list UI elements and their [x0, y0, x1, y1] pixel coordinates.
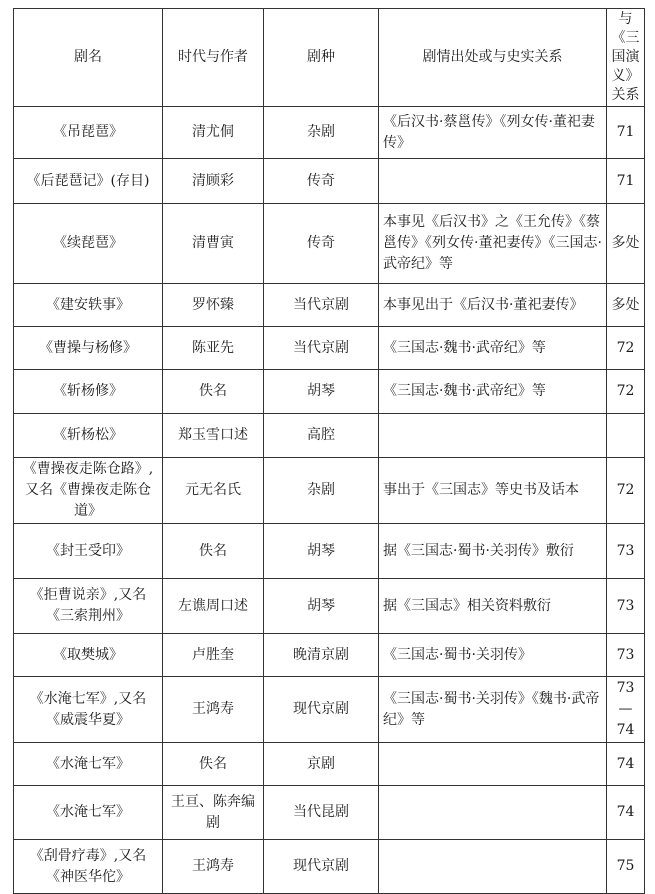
cell-plot-source: 《三国志·蜀书·关羽传》《魏书·武帝纪》等 — [379, 677, 607, 743]
cell-era-author: 郑玉雪口述 — [163, 414, 264, 458]
cell-title: 《吊琵琶》 — [14, 107, 163, 159]
table-row — [14, 786, 645, 840]
table-row — [14, 284, 645, 327]
cell-plot-source: 本事见《后汉书》之《王允传》《蔡邕传》《列女传·董祀妻传》《三国志·武帝纪》等 — [379, 204, 607, 284]
cell-era-author: 清顾彩 — [163, 159, 264, 204]
table-row — [14, 634, 645, 677]
table-row — [14, 677, 645, 743]
cell-title: 《水淹七军》 — [14, 786, 163, 840]
cell-relation: 74 — [607, 786, 645, 840]
cell-genre: 传奇 — [264, 204, 379, 284]
table-row — [14, 458, 645, 524]
table-row — [14, 370, 645, 414]
cell-plot-source: 事出于《三国志》等史书及话本 — [379, 458, 607, 524]
cell-plot-source — [379, 786, 607, 840]
cell-relation: 多处 — [607, 204, 645, 284]
cell-title: 《拒曹说亲》,又名《三索荆州》 — [14, 579, 163, 634]
cell-genre: 当代京剧 — [264, 327, 379, 370]
cell-relation: 多处 — [607, 284, 645, 327]
header-genre: 剧种 — [264, 9, 379, 107]
cell-title: 《斩杨修》 — [14, 370, 163, 414]
cell-genre: 当代京剧 — [264, 284, 379, 327]
cell-relation: 73 — [607, 524, 645, 579]
cell-relation: 75 — [607, 840, 645, 894]
cell-relation: 72 — [607, 370, 645, 414]
drama-table — [13, 8, 645, 894]
cell-era-author: 清尤侗 — [163, 107, 264, 159]
header-relation-line: 关系 — [611, 87, 640, 103]
table-row — [14, 159, 645, 204]
cell-genre: 杂剧 — [264, 107, 379, 159]
cell-plot-source: 本事见出于《后汉书·董祀妻传》 — [379, 284, 607, 327]
cell-title: 《水淹七军》,又名《威震华夏》 — [14, 677, 163, 743]
table-row — [14, 840, 645, 894]
cell-genre: 胡琴 — [264, 579, 379, 634]
header-relation-line: 与《三 — [611, 11, 640, 46]
cell-plot-source — [379, 743, 607, 786]
cell-plot-source — [379, 159, 607, 204]
cell-genre: 晚清京剧 — [264, 634, 379, 677]
cell-title: 《水淹七军》 — [14, 743, 163, 786]
cell-title: 《续琵琶》 — [14, 204, 163, 284]
header-relation — [607, 9, 645, 107]
cell-era-author: 王鸿寿 — [163, 677, 264, 743]
cell-era-author: 元无名氏 — [163, 458, 264, 524]
table-row — [14, 107, 645, 159]
cell-era-author: 清曹寅 — [163, 204, 264, 284]
cell-genre: 传奇 — [264, 159, 379, 204]
cell-genre: 京剧 — [264, 743, 379, 786]
cell-relation: 74 — [607, 743, 645, 786]
cell-era-author: 陈亚先 — [163, 327, 264, 370]
cell-era-author: 佚名 — [163, 743, 264, 786]
cell-genre: 胡琴 — [264, 524, 379, 579]
cell-plot-source: 据《三国志》相关资料敷衍 — [379, 579, 607, 634]
cell-plot-source: 《后汉书·蔡邕传》《列女传·董祀妻传》 — [379, 107, 607, 159]
cell-title: 《取樊城》 — [14, 634, 163, 677]
header-relation-line: 义》 — [611, 68, 640, 84]
cell-title: 《曹操与杨修》 — [14, 327, 163, 370]
cell-plot-source: 《三国志·蜀书·关羽传》 — [379, 634, 607, 677]
cell-plot-source: 《三国志·魏书·武帝纪》等 — [379, 370, 607, 414]
cell-title: 《斩杨松》 — [14, 414, 163, 458]
header-title: 剧名 — [14, 9, 163, 107]
cell-era-author: 佚名 — [163, 524, 264, 579]
cell-genre: 现代京剧 — [264, 840, 379, 894]
table-row — [14, 327, 645, 370]
cell-title: 《刮骨疗毒》,又名《神医华佗》 — [14, 840, 163, 894]
cell-relation: 73 — [607, 579, 645, 634]
cell-title: 《建安轶事》 — [14, 284, 163, 327]
table-row — [14, 524, 645, 579]
header-era-author: 时代与作者 — [163, 9, 264, 107]
cell-plot-source: 《三国志·魏书·武帝纪》等 — [379, 327, 607, 370]
cell-era-author: 卢胜奎 — [163, 634, 264, 677]
cell-genre: 现代京剧 — [264, 677, 379, 743]
cell-era-author: 罗怀臻 — [163, 284, 264, 327]
table-row — [14, 204, 645, 284]
cell-relation: 72 — [607, 458, 645, 524]
header-row — [14, 9, 645, 107]
cell-relation: 71 — [607, 107, 645, 159]
cell-title: 《后琵琶记》(存目) — [14, 159, 163, 204]
cell-genre: 当代昆剧 — [264, 786, 379, 840]
header-plot-source: 剧情出处或与史实关系 — [379, 9, 607, 107]
cell-genre: 胡琴 — [264, 370, 379, 414]
table-row — [14, 579, 645, 634]
cell-era-author: 左谯周口述 — [163, 579, 264, 634]
cell-genre: 高腔 — [264, 414, 379, 458]
header-relation-line: 国演 — [611, 49, 640, 65]
cell-relation: 72 — [607, 327, 645, 370]
cell-title: 《封王受印》 — [14, 524, 163, 579]
cell-title: 《曹操夜走陈仓路》,又名《曹操夜走陈仓道》 — [14, 458, 163, 524]
cell-era-author: 王亘、陈奔编剧 — [163, 786, 264, 840]
cell-relation: 73 — [607, 634, 645, 677]
table-row — [14, 414, 645, 458]
table-row — [14, 743, 645, 786]
cell-era-author: 佚名 — [163, 370, 264, 414]
cell-relation: 73—74 — [607, 677, 645, 743]
cell-plot-source — [379, 840, 607, 894]
cell-relation: 71 — [607, 159, 645, 204]
cell-genre: 杂剧 — [264, 458, 379, 524]
cell-plot-source: 据《三国志·蜀书·关羽传》敷衍 — [379, 524, 607, 579]
cell-relation — [607, 414, 645, 458]
cell-plot-source — [379, 414, 607, 458]
cell-era-author: 王鸿寿 — [163, 840, 264, 894]
